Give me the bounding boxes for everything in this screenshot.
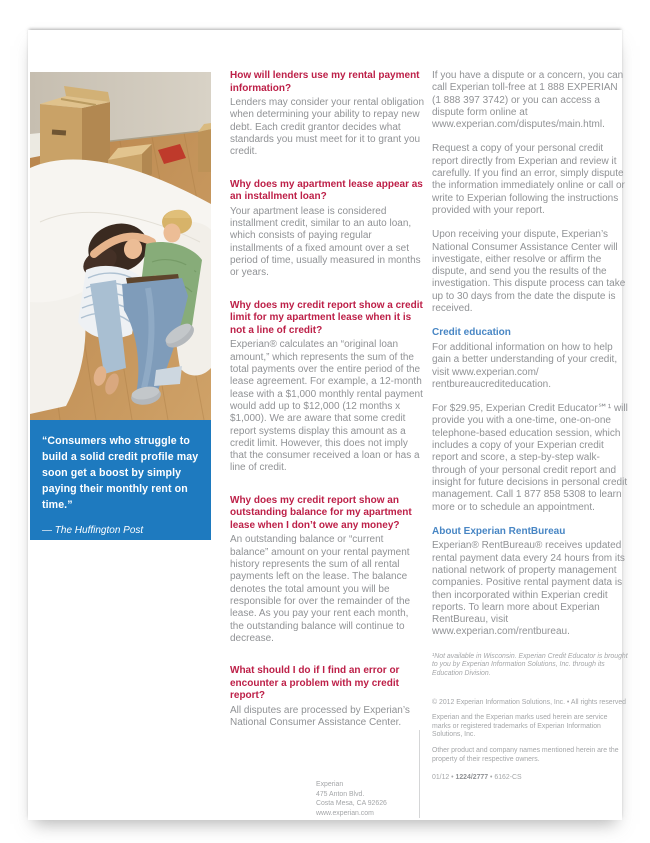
print-info: [432, 774, 628, 783]
faq-item: [230, 179, 424, 280]
couple-photo: [30, 72, 211, 420]
print-date: 01/12: [432, 774, 450, 782]
faq-item: [230, 665, 424, 729]
faq-question: What should I do if I find an error or encounter a problem with my credit report?: [230, 665, 400, 702]
faq-answer: All disputes are processed by Experian’s National Consumer Assistance Center.: [230, 704, 410, 729]
ownership-line: Other product and company names mentioned herein are the property of their respective owners.: [432, 746, 619, 763]
credit-education-paragraph: For $29.95, Experian Credit Educator℠¹ will provide you with a one-time, one-on-one telephone-based education session, which includes a copy of your Experian credit report and score, a step-by-step walk-through of your personal credit report and insight for future decisions in personal credit management. Call 1 877 858 5308 to learn more or to schedule an appointment.: [432, 403, 628, 513]
about-rentbureau-paragraph: Experian® RentBureau® receives updated rental payment data every 24 hours from its national network of property management companies. Positive rental payment data is then incorporated within Experian credit reports. To learn more about Experian RentBureau, visit www.experian.com/rentbureau.: [432, 540, 625, 638]
dispute-paragraph: Request a copy of your personal credit report directly from Experian and review it carefully. If you find an error, simply dispute the information immediately online or call or write to Experian following the instructions provided with your report.: [432, 143, 625, 216]
photo-frame: [30, 72, 211, 420]
faq-answer: An outstanding balance or “current balance” amount on your rental payment history represents the sum of all rental payments left on the lease. The balance denotes the total amount you will be responsible for over the remainder of the lease. As you pay your rent each month, the outstanding balance will continue to decrease.: [230, 534, 411, 644]
quote-attribution: — The Huffington Post: [42, 525, 144, 536]
legal-block: [432, 699, 628, 783]
faq-question: Why does my credit report show an outstanding balance for my apartment lease when I don’t owe any money?: [230, 494, 412, 531]
bullet-separator: •: [451, 774, 454, 782]
faq-item: [230, 300, 424, 475]
faq-question: How will lenders use my rental payment information?: [230, 70, 420, 94]
faq-answer: Your apartment lease is considered installment credit, similar to an auto loan, which consists of paying regular installments of a fixed amount over a set period of time, usually measured in months or years.: [230, 205, 421, 279]
address-line: Costa Mesa, CA 92626: [316, 800, 387, 808]
company-address: [316, 780, 426, 818]
bullet-separator: •: [490, 774, 493, 782]
faq-question: Why does my credit report show a credit limit for my apartment lease when it is not a line of credit?: [230, 299, 423, 336]
print-suffix: 6162-CS: [494, 774, 522, 782]
credit-education-paragraph: For additional information on how to help gain a better understanding of your credit, visit www.experian.com/ rentbureaucrediteducation.: [432, 341, 618, 390]
section-heading-about-rentbureau: About Experian RentBureau: [432, 525, 566, 537]
faq-answer: Lenders may consider your rental obligation when determining your ability to repay new debt. Each credit grantor decides what standards you must meet for it to grant you credit.: [230, 97, 424, 158]
press-quote-box: [30, 420, 211, 540]
baseboard: [30, 133, 40, 158]
info-column: [432, 70, 628, 790]
footnote: ¹Not available in Wisconsin. Experian Credit Educator is brought to you by Experian Information Solutions, Inc. through its Education Division.: [432, 652, 628, 677]
faq-column: [230, 70, 424, 750]
faq-answer: Experian® calculates an “original loan amount,” which represents the sum of the total payments over the entire period of the lease agreement. For example, a 12-month lease with a $1,000 monthly rental payment would add up to $12,000 (12 months x $1,000). We are aware that some credit report systems display this amount as a credit limit. However, this does not imply that the consumer received a loan or has a line of credit.: [230, 339, 423, 474]
document-page: [28, 30, 628, 820]
address-line: www.experian.com: [316, 809, 374, 817]
faq-question: Why does my apartment lease appear as an installment loan?: [230, 178, 423, 203]
address-line: Experian: [316, 781, 344, 788]
copyright-line: © 2012 Experian Information Solutions, Inc. • All rights reserved: [432, 698, 627, 706]
dispute-paragraph: Upon receiving your dispute, Experian’s National Consumer Assistance Center will investigate, either resolve or affirm the dispute, and send you the results of the investigation. This dispute process can take up to 30 days from the date the dispute is received.: [432, 229, 626, 315]
quote-text: “Consumers who struggle to build a solid credit profile may soon get a boost by simply paying their monthly rent on time.”: [42, 435, 199, 511]
footer-divider: [419, 730, 420, 818]
section-heading-credit-education: Credit education: [432, 327, 511, 339]
faq-item: [230, 495, 424, 645]
address-line: 475 Anton Blvd.: [316, 790, 365, 798]
faq-item: [230, 70, 424, 159]
print-code: 1224/2777: [455, 774, 489, 782]
moving-box-right: [198, 123, 211, 172]
trademark-line: Experian and the Experian marks used herein are service marks or registered trademarks of Experian Information Solutions, Inc.: [432, 714, 608, 739]
dispute-paragraph: If you have a dispute or a concern, you can call Experian toll-free at 1 888 EXPERIAN (1 888 397 3742) or you can access a dispute form online at www.experian.com/disputes/main.html.: [432, 70, 624, 131]
